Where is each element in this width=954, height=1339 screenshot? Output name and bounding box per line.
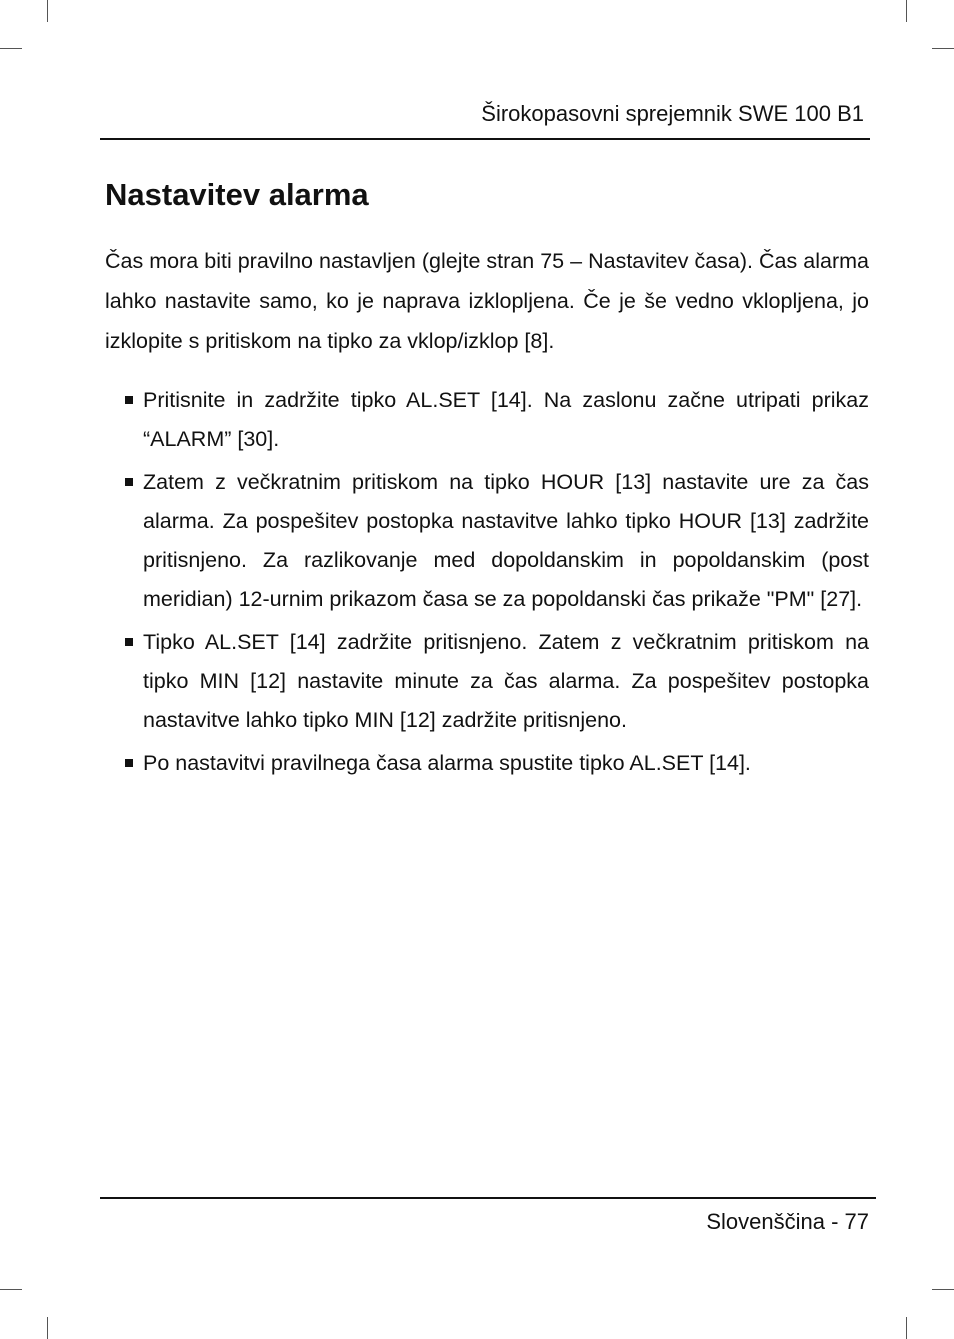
crop-mark [0, 48, 22, 49]
list-item [105, 744, 869, 783]
page-number: Slovenščina - 77 [706, 1209, 869, 1234]
crop-mark [0, 1289, 22, 1290]
crop-mark [47, 0, 48, 22]
bullet-square-icon [125, 478, 133, 486]
intro-paragraph: Čas mora biti pravilno nastavljen (glejte stran 75 – Nastavitev časa). Čas alarma lahko nastavite samo, ko je naprava izklopljena. Če je še vedno vklopljena, jo izklopite s pritiskom na tipko za vklop/izklop [8]. [105, 249, 869, 353]
running-header: Širokopasovni sprejemnik SWE 100 B1 [481, 101, 864, 126]
crop-mark [932, 1289, 954, 1290]
bullet-square-icon [125, 638, 133, 646]
crop-mark [932, 48, 954, 49]
list-item [105, 623, 869, 741]
footer-rule [100, 1197, 876, 1199]
step-text: Pritisnite in zadržite tipko AL.SET [14]. Na zaslonu začne utripati prikaz “ALARM” [30]. [143, 388, 869, 452]
header-rule [100, 138, 870, 140]
crop-mark [906, 1317, 907, 1339]
step-text: Po nastavitvi pravilnega časa alarma spustite tipko AL.SET [14]. [143, 750, 751, 775]
section-heading: Nastavitev alarma [105, 177, 369, 212]
crop-mark [906, 0, 907, 22]
list-item [105, 463, 869, 620]
crop-mark [47, 1317, 48, 1339]
bullet-square-icon [125, 759, 133, 767]
step-text: Tipko AL.SET [14] zadržite pritisnjeno. Zatem z večkratnim pritiskom na tipko MIN [12] nastavite minute za čas alarma. Za pospešitev postopka nastavitve lahko tipko MIN [12] zadržite pritisnjeno. [143, 629, 869, 733]
step-text: Zatem z večkratnim pritiskom na tipko HOUR [13] nastavite ure za čas alarma. Za pospešitev postopka nastavitve lahko tipko HOUR [13] zadržite pritisnjeno. Za razlikovanje med dopoldanskim in popoldanskim (post meridian) 12-urnim prikazom časa se za popoldanski čas prikaže "PM" [27]. [143, 469, 869, 612]
step-list [105, 381, 869, 786]
bullet-square-icon [125, 396, 133, 404]
list-item [105, 381, 869, 460]
